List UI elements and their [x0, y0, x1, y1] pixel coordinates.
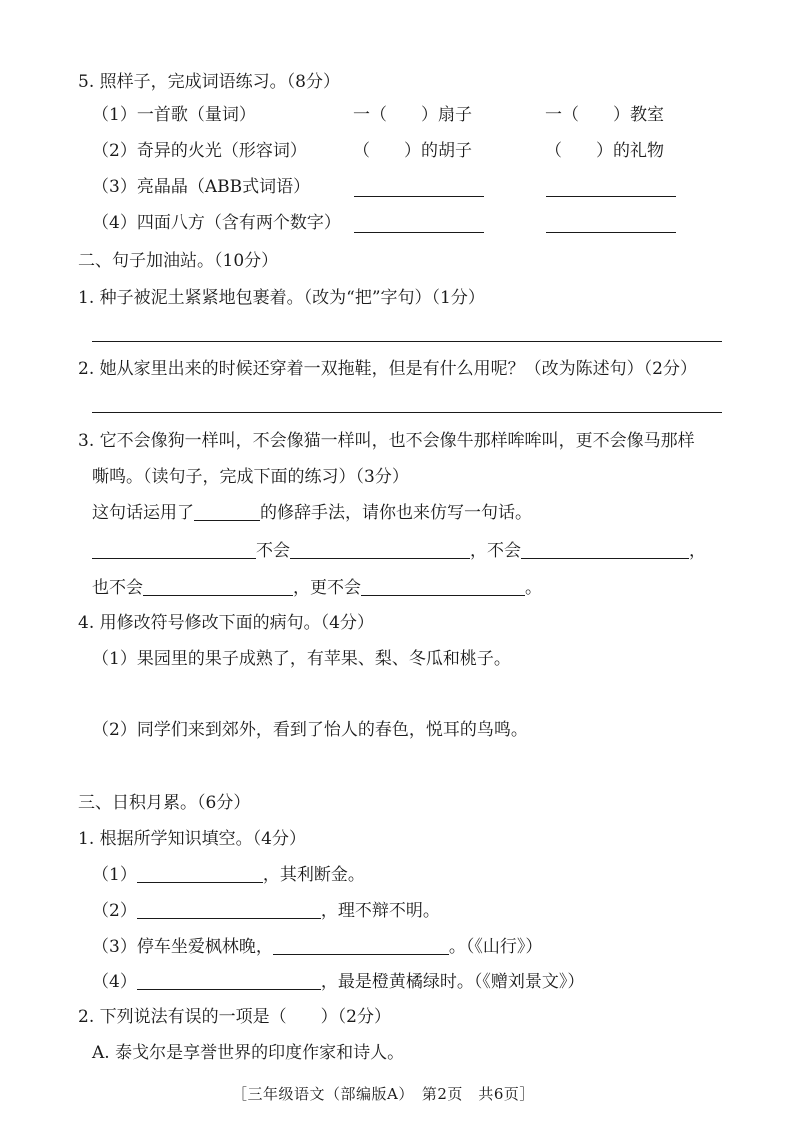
- sec2-q3-imitation-line1: [92, 540, 706, 562]
- q5-item-3-answer-line-a[interactable]: [354, 196, 484, 197]
- sec3-fill-2: [92, 900, 440, 922]
- fill-1-number: （1）: [92, 865, 137, 885]
- fill-2-text: ，理不辩不明。: [320, 901, 440, 921]
- q5-item-2-label: （2）奇异的火光（形容词）: [92, 141, 307, 161]
- fill-3-blank[interactable]: [273, 936, 449, 955]
- q5-item-2-a: （ ）的胡子: [353, 141, 472, 161]
- fill-2-number: （2）: [92, 901, 137, 921]
- q5-item-3-label: （3）亮晶晶（ABB式词语）: [92, 177, 311, 197]
- q5-item-3-answer-line-b[interactable]: [546, 196, 676, 197]
- q5-item-2-b: （ ）的礼物: [545, 141, 664, 161]
- q5-item-4-answer-line-a[interactable]: [354, 232, 484, 233]
- fill-4-text: ，最是橙黄橘绿时。（《赠刘景文》）: [320, 972, 585, 992]
- fill-1-blank[interactable]: [137, 864, 263, 883]
- imitation-blank-5[interactable]: [361, 577, 525, 596]
- q5-item-4-answer-line-b[interactable]: [546, 232, 676, 233]
- sec2-q3-line1: 3. 它不会像狗一样叫，不会像猫一样叫，也不会像牛那样哞哞叫，更不会像马那样: [78, 431, 695, 451]
- imitation-text-4: 也不会: [92, 578, 143, 598]
- q5-item-4-label: （4）四面八方（含有两个数字）: [92, 213, 341, 233]
- sec2-q4-sentence-2: （2）同学们来到郊外，看到了怡人的春色，悦耳的鸟鸣。: [92, 720, 528, 740]
- sec2-q1: 1. 种子被泥土紧紧地包裹着。（改为“把”字句）（1分）: [78, 288, 485, 308]
- imitation-blank-4[interactable]: [143, 577, 293, 596]
- fill-2-blank[interactable]: [137, 900, 321, 919]
- sec3-fill-4: [92, 971, 584, 993]
- sec3-fill-1: [92, 864, 365, 886]
- sec2-q3-line2: 嘶鸣。（读句子，完成下面的练习）（3分）: [92, 467, 409, 487]
- imitation-text-1: 不会: [256, 541, 290, 561]
- sec2-q3-prompt-b: 的修辞手法，请你也来仿写一句话。: [260, 503, 532, 523]
- sec2-q2: 2. 她从家里出来的时候还穿着一双拖鞋，但是有什么用呢？（改为陈述句）（2分）: [78, 359, 697, 379]
- q5-title: 5. 照样子，完成词语练习。（8分）: [78, 72, 340, 92]
- q5-item-1-label: （1）一首歌（量词）: [92, 105, 256, 125]
- imitation-text-6: 。: [525, 578, 542, 598]
- imitation-text-2: ，不会: [470, 541, 521, 561]
- sec2-q3-prompt-a: 这句话运用了: [92, 503, 194, 523]
- q5-item-1-b: 一（ ）教室: [545, 105, 664, 125]
- rhetoric-blank[interactable]: [194, 502, 260, 521]
- sec2-q3-prompt: [92, 502, 532, 524]
- sec2-q2-answer-line[interactable]: [92, 412, 722, 413]
- q5-item-1-a: 一（ ）扇子: [353, 105, 472, 125]
- sec2-q4-sentence-1: （1）果园里的果子成熟了，有苹果、梨、冬瓜和桃子。: [92, 649, 511, 669]
- fill-4-blank[interactable]: [137, 971, 321, 990]
- sec3-q1: 1. 根据所学知识填空。（4分）: [78, 829, 306, 849]
- sec3-q2-option-a: A. 泰戈尔是享誉世界的印度作家和诗人。: [92, 1043, 405, 1063]
- sec2-q3-imitation-line2: [92, 577, 542, 599]
- page-footer: ［三年级语文（部编版A） 第2页 共6页］: [232, 1085, 535, 1103]
- imitation-text-5: ，更不会: [293, 578, 361, 598]
- fill-4-number: （4）: [92, 972, 137, 992]
- sec3-fill-3: [92, 936, 542, 958]
- sec2-q4: 4. 用修改符号修改下面的病句。（4分）: [78, 613, 374, 633]
- imitation-blank-1[interactable]: [92, 540, 256, 559]
- fill-3-text-a: （3）停车坐爱枫林晚，: [92, 937, 273, 957]
- fill-3-text-b: 。（《山行》）: [448, 937, 543, 957]
- imitation-text-3: ，: [689, 541, 706, 561]
- section-2-title: 二、句子加油站。（10分）: [78, 251, 279, 271]
- section-3-title: 三、日积月累。（6分）: [78, 793, 251, 813]
- sec3-q2: 2. 下列说法有误的一项是（ ）（2分）: [78, 1007, 391, 1027]
- sec2-q1-answer-line[interactable]: [92, 341, 722, 342]
- imitation-blank-3[interactable]: [521, 540, 689, 559]
- imitation-blank-2[interactable]: [290, 540, 470, 559]
- fill-1-text: ，其利断金。: [262, 865, 365, 885]
